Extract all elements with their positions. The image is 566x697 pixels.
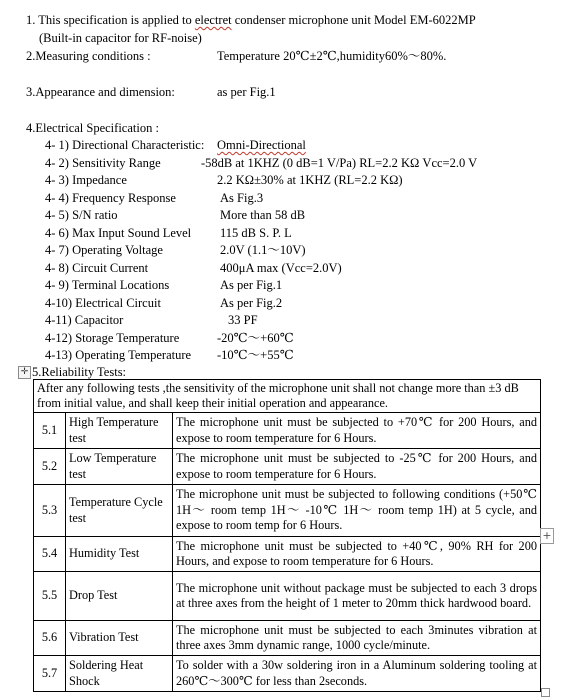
- test-name: Soldering Heat Shock: [66, 656, 173, 692]
- test-number: 5.7: [34, 656, 66, 692]
- table-row: [34, 537, 541, 572]
- spec-value: 2.2 KΩ±30% at 1KHZ (RL=2.2 KΩ): [217, 173, 403, 187]
- test-description: The microphone unit must be subjected to +40℃, 90% RH for 200 Hours, and expose to room temperature for 6 Hours.: [173, 537, 541, 572]
- measuring-conditions-value: Temperature 20℃±2℃,humidity60%～80%.: [217, 49, 447, 63]
- test-number: 5.2: [34, 449, 66, 485]
- spec-scope-text-post: condenser microphone unit Model EM-6022MP: [231, 13, 476, 27]
- test-name: Temperature Cycle test: [66, 485, 173, 537]
- test-description: The microphone unit must be subjected to +70℃ for 200 Hours, and expose to room temperature for 6 Hours.: [173, 413, 541, 449]
- test-description: The microphone unit must be subjected to each 3minutes vibration at three axes 3mm dynamic range, 1000 cycle/minute.: [173, 621, 541, 656]
- test-number: 5.1: [34, 413, 66, 449]
- test-name: Vibration Test: [66, 621, 173, 656]
- test-number: 5.5: [34, 572, 66, 621]
- test-name: High Temperature test: [66, 413, 173, 449]
- test-description: The microphone unit must be subjected to following conditions (+50℃ 1H～ room temp 1H～ -10℃ 1H～ room temp 1H) at 5 cycle, and expose to room temp for 6 Hours.: [173, 485, 541, 537]
- spec-value: As per Fig.1: [220, 278, 283, 292]
- table-row: [34, 413, 541, 449]
- electrical-spec-heading: 4.Electrical Specification :: [26, 121, 159, 135]
- table-row: [34, 380, 541, 413]
- table-row: [34, 656, 541, 692]
- spec-value: As per Fig.2: [220, 296, 283, 310]
- test-description: The microphone unit without package must be subjected to each 3 drops at three axes from the height of 1 meter to 20mm thick hardwood board.: [173, 572, 541, 621]
- spec-value: -58dB at 1KHZ (0 dB=1 V/Pa) RL=2.2 KΩ Vcc=2.0 V: [201, 156, 478, 170]
- spec-label: 4- 1) Directional Characteristic:: [45, 138, 205, 152]
- table-move-handle-icon[interactable]: ✛: [18, 366, 31, 379]
- reliability-table: [33, 379, 541, 692]
- test-name: Humidity Test: [66, 537, 173, 572]
- reliability-heading: 5.Reliability Tests:: [32, 365, 127, 379]
- spec-label: 4- 9) Terminal Locations: [45, 278, 170, 292]
- spec-label: 4- 4) Frequency Response: [45, 191, 176, 205]
- spec-value: 33 PF: [228, 313, 258, 327]
- spec-scope-line: [26, 12, 476, 28]
- spellcheck-flagged-word: electret: [194, 13, 232, 27]
- appearance-value: as per Fig.1: [217, 85, 276, 99]
- spec-label: 4- 5) S/N ratio: [45, 208, 118, 222]
- spec-label: 4- 8) Circuit Current: [45, 261, 149, 275]
- spec-label: 4- 7) Operating Voltage: [45, 243, 163, 257]
- test-number: 5.4: [34, 537, 66, 572]
- spec-label: 4-13) Operating Temperature: [45, 348, 192, 362]
- spec-value: 400μA max (Vcc=2.0V): [220, 261, 342, 275]
- spec-label: 4- 3) Impedance: [45, 173, 127, 187]
- add-row-button[interactable]: +: [540, 528, 554, 544]
- spec-scope-note: (Built-in capacitor for RF-noise): [39, 31, 202, 45]
- test-description: The microphone unit must be subjected to -25℃ for 200 Hours, and expose to room temperature for 6 Hours.: [173, 449, 541, 485]
- spec-label: 4- 2) Sensitivity Range: [45, 156, 161, 170]
- spec-value: More than 58 dB: [220, 208, 306, 222]
- test-number: 5.3: [34, 485, 66, 537]
- table-row: [34, 621, 541, 656]
- test-number: 5.6: [34, 621, 66, 656]
- spec-value: -10℃～+55℃: [217, 348, 294, 362]
- spec-label: 4-10) Electrical Circuit: [45, 296, 161, 310]
- appearance-label: 3.Appearance and dimension:: [26, 85, 175, 99]
- spec-value: As Fig.3: [220, 191, 264, 205]
- spec-value: 115 dB S. P. L: [220, 226, 292, 240]
- spec-value: 2.0V (1.1～10V): [220, 243, 306, 257]
- table-row: [34, 485, 541, 537]
- test-name: Drop Test: [66, 572, 173, 621]
- spec-value: Omni-Directional: [217, 138, 306, 152]
- spec-label: 4- 6) Max Input Sound Level: [45, 226, 192, 240]
- table-row: [34, 572, 541, 621]
- spec-label: 4-12) Storage Temperature: [45, 331, 180, 345]
- spec-label: 4-11) Capacitor: [45, 313, 124, 327]
- test-name: Low Temperature test: [66, 449, 173, 485]
- reliability-intro: After any following tests ,the sensitivity of the microphone unit shall not change more than ±3 dB from initial value, and shall keep their initial operation and appearance.: [34, 380, 541, 413]
- measuring-conditions-label: 2.Measuring conditions :: [26, 49, 151, 63]
- spec-value: -20℃～+60℃: [217, 331, 294, 345]
- spec-scope-text-pre: 1. This specification is applied to: [26, 13, 195, 27]
- table-row: [34, 449, 541, 485]
- test-description: To solder with a 30w soldering iron in a Aluminum soldering tooling at 260℃～300℃ for less than 2seconds.: [173, 656, 541, 692]
